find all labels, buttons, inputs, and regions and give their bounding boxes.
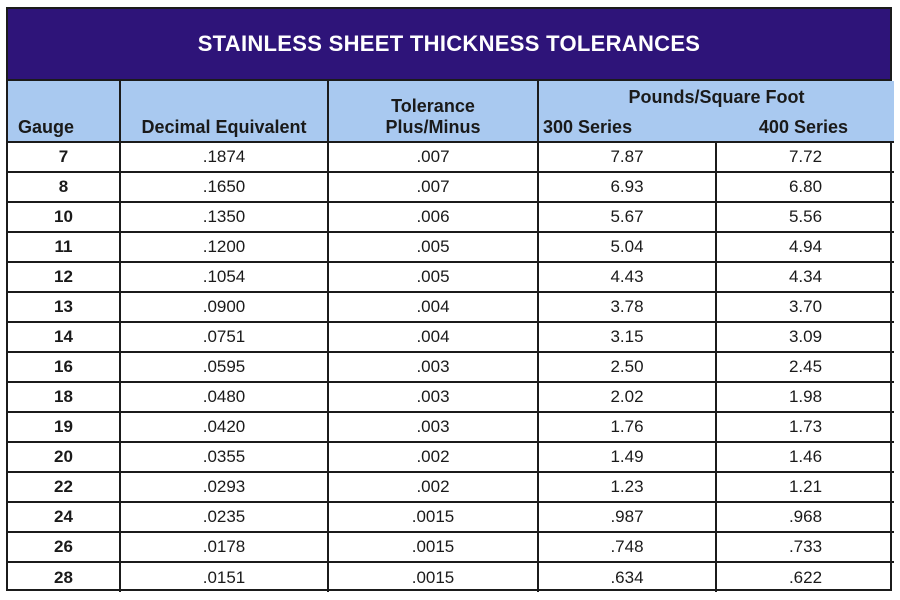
series400-cell: 3.70 [716,292,894,322]
decimal-cell: .1350 [120,202,328,232]
gauge-cell: 20 [8,442,120,472]
header-pounds-label: Pounds/Square Foot [628,87,805,107]
tolerance-cell: .003 [328,412,538,442]
gauge-cell: 24 [8,502,120,532]
gauge-cell: 18 [8,382,120,412]
decimal-cell: .0151 [120,562,328,592]
series300-cell: 3.78 [538,292,716,322]
decimal-cell: .0178 [120,532,328,562]
header-tolerance [328,81,538,142]
decimal-cell: .0355 [120,442,328,472]
decimal-cell: .0900 [120,292,328,322]
series300-cell: 1.76 [538,412,716,442]
tolerance-cell: .0015 [328,502,538,532]
table-row [8,142,894,172]
table-row [8,442,894,472]
decimal-cell: .0480 [120,382,328,412]
decimal-cell: .1650 [120,172,328,202]
tolerance-cell: .007 [328,172,538,202]
header-gauge-label: Gauge [18,117,75,137]
gauge-cell: 19 [8,412,120,442]
tolerance-cell: .003 [328,352,538,382]
series300-cell: 4.43 [538,262,716,292]
series300-cell: .634 [538,562,716,592]
tolerance-cell: .005 [328,232,538,262]
header-gauge [8,81,120,142]
series300-cell: 5.67 [538,202,716,232]
series400-cell: 4.94 [716,232,894,262]
series400-cell: .622 [788,567,823,587]
header-300-series: 300 Series [543,117,633,137]
series300-cell: 2.50 [538,352,716,382]
table-row [8,262,894,292]
header-decimal [120,81,328,142]
gauge-cell: 16 [8,352,120,382]
table-row [8,412,894,442]
decimal-cell: .0235 [120,502,328,532]
table-row [8,352,894,382]
table-row [8,532,894,562]
tolerance-cell: .002 [328,472,538,502]
table-title: STAINLESS SHEET THICKNESS TOLERANCES [197,31,701,56]
tolerance-cell: .007 [328,142,538,172]
table-row [8,322,894,352]
series400-cell: 3.09 [716,322,894,352]
series300-cell: 1.23 [538,472,716,502]
decimal-cell: .0420 [120,412,328,442]
gauge-cell: 10 [8,202,120,232]
gauge-cell: 12 [8,262,120,292]
series400-cell: 1.73 [716,412,894,442]
series300-cell: 1.49 [538,442,716,472]
tolerance-table [8,81,894,592]
decimal-cell: .1200 [120,232,328,262]
decimal-cell: .0751 [120,322,328,352]
table-row [8,472,894,502]
series300-cell: 7.87 [538,142,716,172]
gauge-cell: 7 [8,142,120,172]
tolerance-cell: .003 [328,382,538,412]
table-row [8,382,894,412]
series300-cell: .987 [538,502,716,532]
decimal-cell: .1054 [120,262,328,292]
tolerance-cell: .006 [328,202,538,232]
series300-cell: 2.02 [538,382,716,412]
header-pounds [538,81,894,142]
table-row [8,562,894,592]
tolerance-table-frame [6,7,892,591]
title-bar [8,9,890,81]
tolerance-cell: .004 [328,292,538,322]
decimal-cell: .0595 [120,352,328,382]
series400-cell: 4.34 [716,262,894,292]
series300-cell: 6.93 [538,172,716,202]
tolerance-cell: .005 [328,262,538,292]
series400-cell: 1.46 [716,442,894,472]
series400-cell: 6.80 [716,172,894,202]
series400-cell: 5.56 [716,202,894,232]
gauge-cell: 26 [8,532,120,562]
table-row [8,172,894,202]
series400-cell: .968 [716,502,894,532]
gauge-cell: 14 [8,322,120,352]
series400-cell: 2.45 [716,352,894,382]
table-row [8,232,894,262]
header-tolerance-line2: Plus/Minus [385,117,481,137]
series400-cell: .733 [716,532,894,562]
tolerance-cell: .002 [328,442,538,472]
gauge-cell: 11 [8,232,120,262]
table-row [8,502,894,532]
series300-cell: 5.04 [538,232,716,262]
decimal-cell: .1874 [120,142,328,172]
table-row [8,292,894,322]
series400-cell: 1.98 [716,382,894,412]
decimal-cell: .0293 [120,472,328,502]
gauge-cell: 22 [8,472,120,502]
header-400-series: 400 Series [758,117,848,137]
tolerance-cell: .004 [328,322,538,352]
table-row [8,202,894,232]
gauge-cell: 13 [8,292,120,322]
series400-cell: 7.72 [716,142,894,172]
series300-cell: 3.15 [538,322,716,352]
gauge-cell: 8 [8,172,120,202]
series300-cell: .748 [538,532,716,562]
table-header [8,81,894,142]
header-tolerance-line1: Tolerance [391,96,475,116]
tolerance-cell: .0015 [328,562,538,592]
series400-cell: 1.21 [716,472,894,502]
tolerance-cell: .0015 [328,532,538,562]
header-decimal-label: Decimal Equivalent [141,117,307,137]
gauge-cell: 28 [8,562,120,592]
table-body [8,142,894,592]
